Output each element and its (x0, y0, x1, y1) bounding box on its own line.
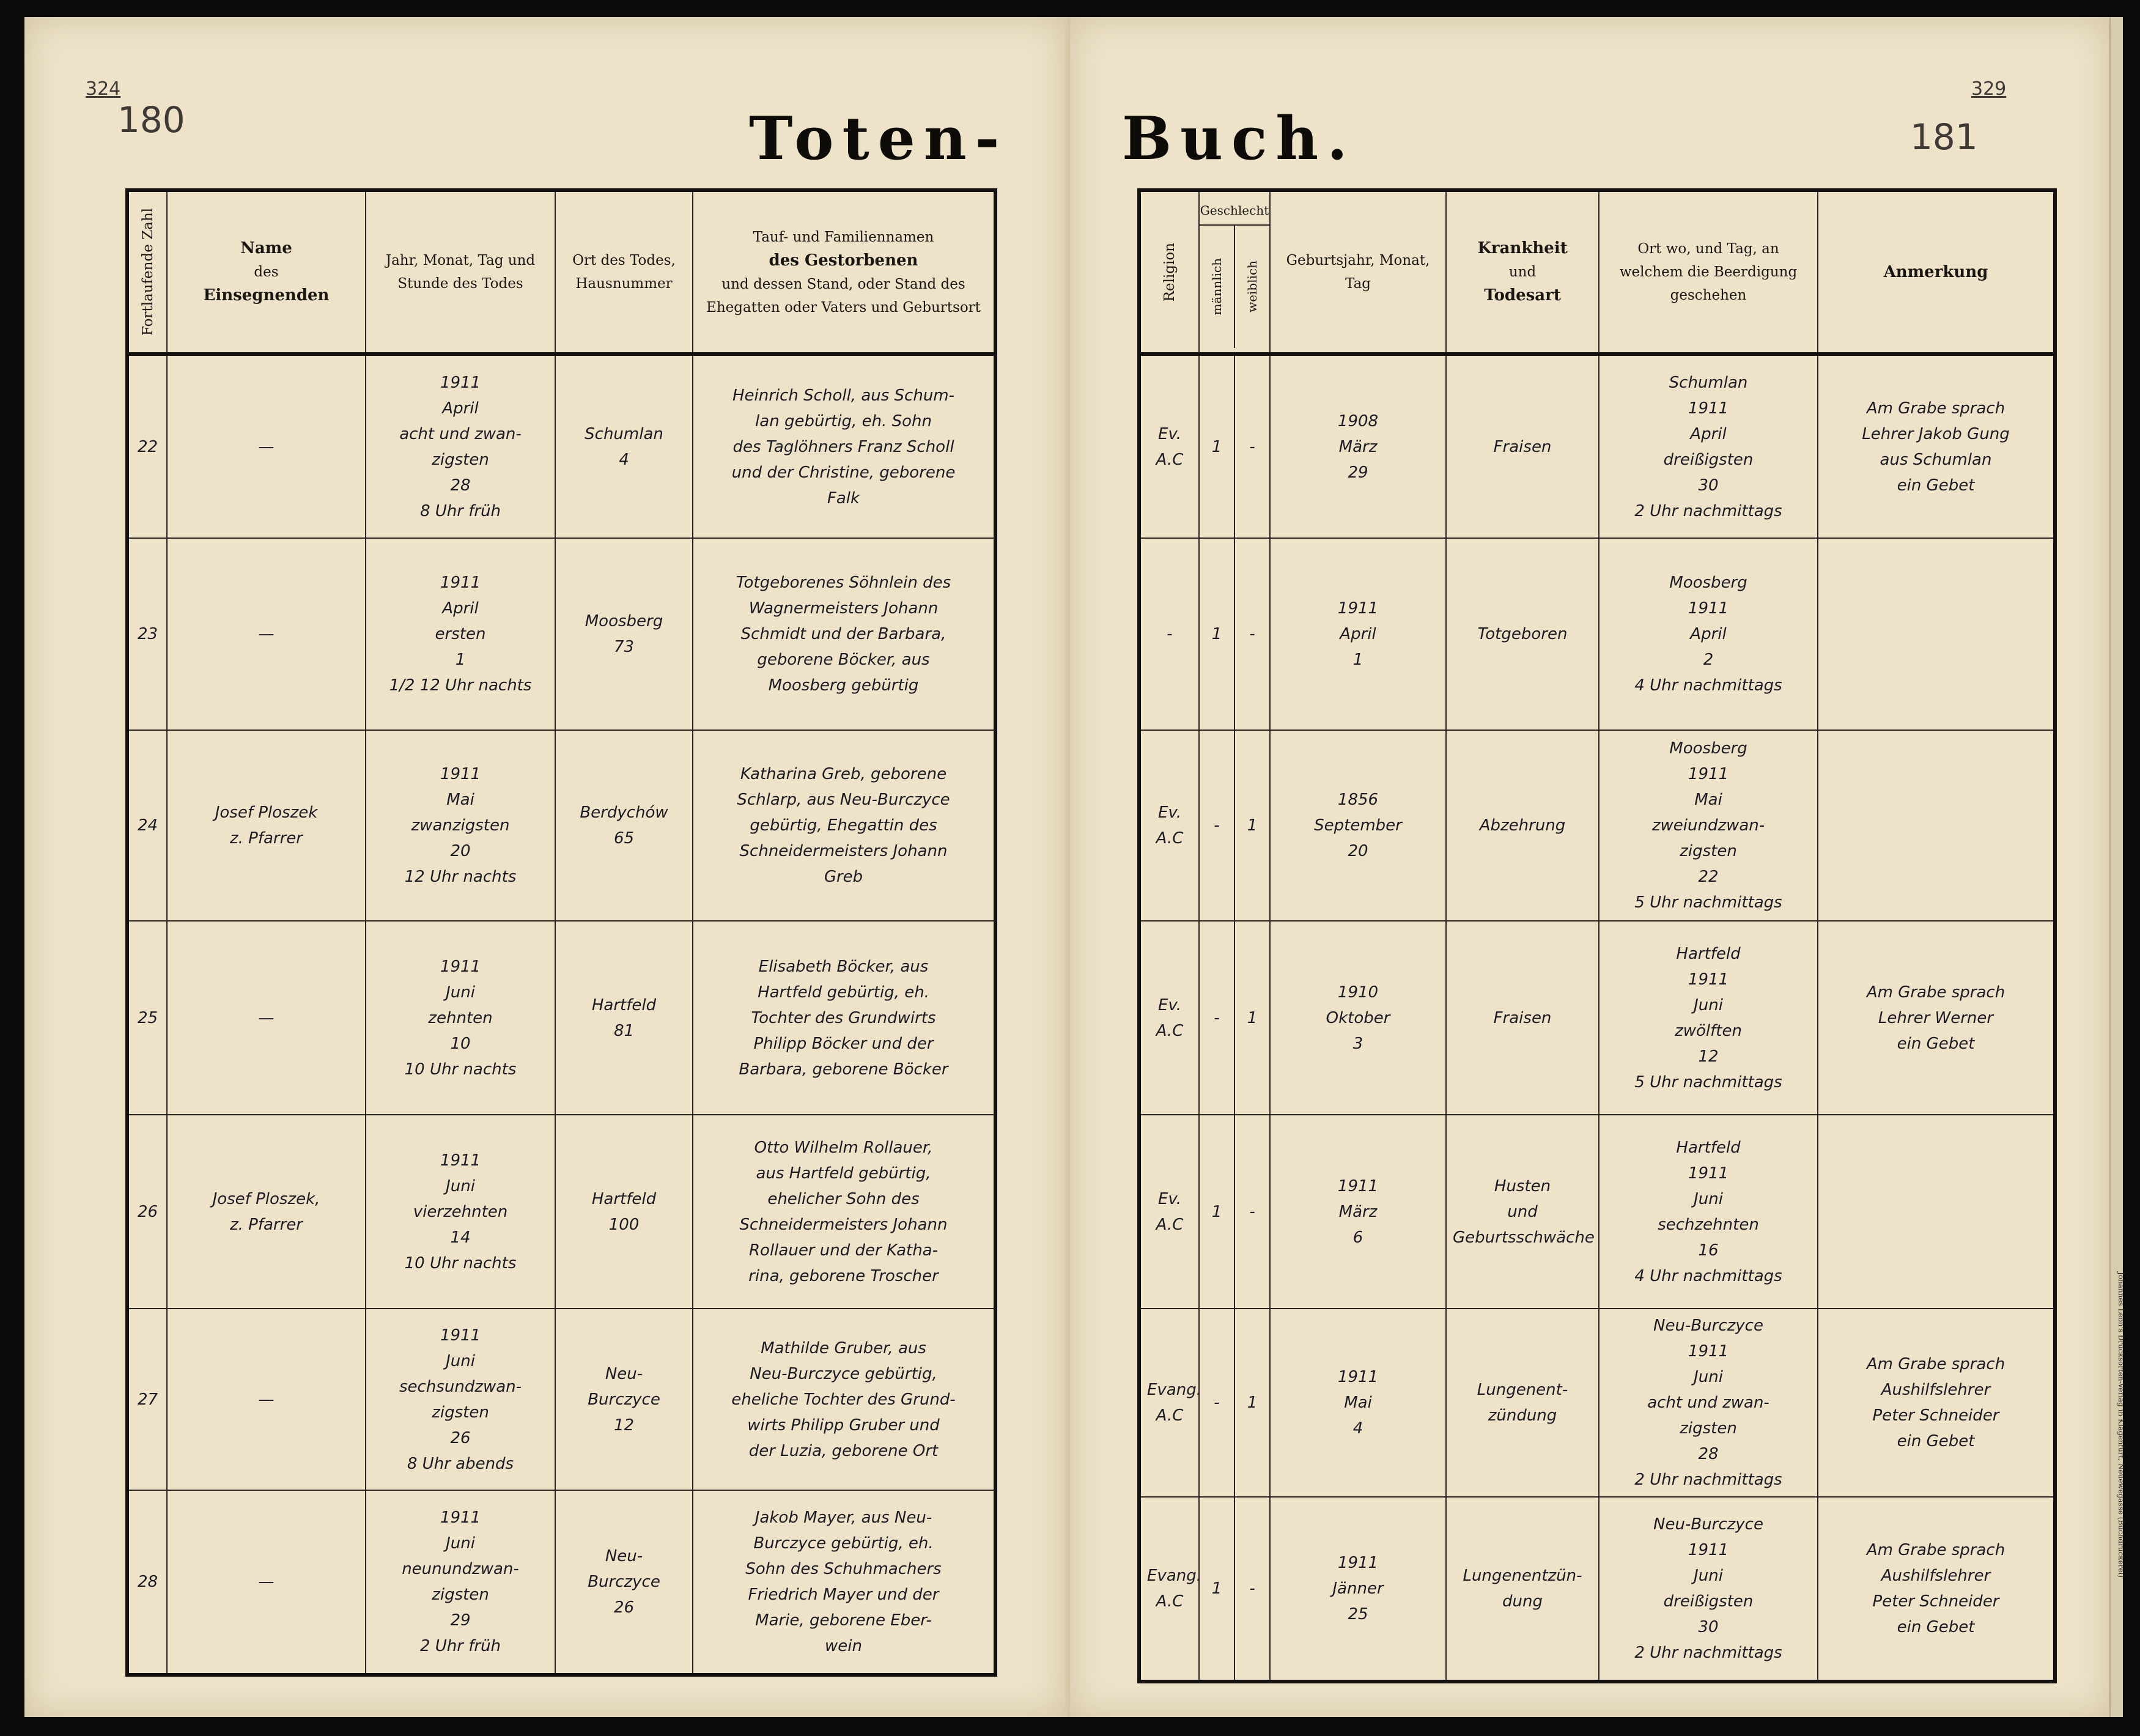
header-religion: Religion (1139, 190, 1199, 354)
entry-birth: 1910 Oktober 3 (1270, 921, 1446, 1115)
entry-number: 26 (127, 1115, 167, 1309)
page-title-right: Buch. (1122, 104, 1356, 173)
entry-deceased: Heinrich Scholl, aus Schum- lan gebürtig, eh. Sohn des Taglöhners Franz Scholl und der Christine, geborene Falk (693, 354, 995, 538)
header-illness: Krankheit und Todesart (1446, 190, 1599, 354)
entry-number: 23 (127, 538, 167, 730)
header-number: Fortlaufende Zahl (127, 190, 167, 354)
entry-number: 27 (127, 1309, 167, 1490)
entry-number: 25 (127, 921, 167, 1115)
header-sex: Geschlecht männlich weiblich (1199, 190, 1270, 354)
entry-female: - (1234, 354, 1270, 538)
entry-death-place: Moosberg 73 (555, 538, 693, 730)
entry-remark (1818, 538, 2055, 730)
entry-death-date: 1911 Juni sechsundzwan- zigsten 26 8 Uhr abends (366, 1309, 555, 1490)
entry-death-place: Neu- Burczyce 12 (555, 1309, 693, 1490)
entry-officiant: — (167, 921, 366, 1115)
entry-birth: 1911 März 6 (1270, 1115, 1446, 1309)
entry-birth: 1911 Mai 4 (1270, 1309, 1446, 1497)
entry-illness: Fraisen (1446, 921, 1599, 1115)
entry-religion: Evang. A.C (1139, 1497, 1199, 1682)
entry-burial: Schumlan 1911 April dreißigsten 30 2 Uhr nachmittags (1599, 354, 1818, 538)
entry-death-place: Schumlan 4 (555, 354, 693, 538)
entry-female: - (1234, 1497, 1270, 1682)
header-officiant: Name des Einsegnenden (167, 190, 366, 354)
entry-deceased: Katharina Greb, geborene Schlarp, aus Neu-Burczyce gebürtig, Ehegattin des Schneidermeisters Johann Greb (693, 730, 995, 921)
entry-male: 1 (1199, 354, 1234, 538)
entry-row-right (1139, 1115, 2055, 1309)
entry-deceased: Jakob Mayer, aus Neu- Burczyce gebürtig, eh. Sohn des Schuhmachers Friedrich Mayer und der Marie, geborene Eber- wein (693, 1490, 995, 1675)
death-register-left-table (125, 188, 997, 1677)
entry-illness: Lungenent- zündung (1446, 1309, 1599, 1497)
header-deceased: Tauf- und Familiennamen des Gestorbenen und dessen Stand, oder Stand des Ehegatten oder Vaters und Geburtsort (693, 190, 995, 354)
folio-right: 181 (1910, 116, 1978, 158)
entry-religion: Ev. A.C (1139, 730, 1199, 921)
header-death-date: Jahr, Monat, Tag und Stunde des Todes (366, 190, 555, 354)
entry-officiant: Josef Ploszek, z. Pfarrer (167, 1115, 366, 1309)
header-row-left (127, 190, 995, 354)
entry-religion: - (1139, 538, 1199, 730)
entry-death-place: Hartfeld 81 (555, 921, 693, 1115)
entry-birth: 1856 September 20 (1270, 730, 1446, 921)
entry-row-left (127, 1115, 995, 1309)
entry-illness: Husten und Geburtsschwäche (1446, 1115, 1599, 1309)
entry-row-left (127, 730, 995, 921)
entry-male: - (1199, 1309, 1234, 1497)
entry-row-right (1139, 1309, 2055, 1497)
header-birth: Geburtsjahr, Monat, Tag (1270, 190, 1446, 354)
entry-death-date: 1911 April acht und zwan- zigsten 28 8 Uhr früh (366, 354, 555, 538)
entry-death-date: 1911 Juni vierzehnten 14 10 Uhr nachts (366, 1115, 555, 1309)
entry-illness: Abzehrung (1446, 730, 1599, 921)
entry-death-place: Neu- Burczyce 26 (555, 1490, 693, 1675)
header-female: weiblich (1245, 260, 1260, 313)
entry-row-left (127, 921, 995, 1115)
folio-left-old: 324 (86, 78, 121, 100)
entry-burial: Neu-Burczyce 1911 Juni acht und zwan- zigsten 28 2 Uhr nachmittags (1599, 1309, 1818, 1497)
entry-illness: Fraisen (1446, 354, 1599, 538)
entry-birth: 1911 April 1 (1270, 538, 1446, 730)
entry-row-right (1139, 730, 2055, 921)
entry-religion: Ev. A.C (1139, 921, 1199, 1115)
entry-row-left (127, 1490, 995, 1675)
folio-left: 180 (117, 99, 185, 141)
entry-burial: Neu-Burczyce 1911 Juni dreißigsten 30 2 Uhr nachmittags (1599, 1497, 1818, 1682)
entry-remark: Am Grabe sprach Aushilfslehrer Peter Schneider ein Gebet (1818, 1309, 2055, 1497)
entry-female: - (1234, 1115, 1270, 1309)
entry-female: 1 (1234, 1309, 1270, 1497)
entry-number: 22 (127, 354, 167, 538)
entry-male: 1 (1199, 538, 1234, 730)
entry-remark (1818, 1115, 2055, 1309)
entry-deceased: Totgeborenes Söhnlein des Wagnermeisters Johann Schmidt und der Barbara, geborene Böcker, aus Moosberg gebürtig (693, 538, 995, 730)
header-row-right (1139, 190, 2055, 354)
entry-remark: Am Grabe sprach Lehrer Werner ein Gebet (1818, 921, 2055, 1115)
entry-row-right (1139, 1497, 2055, 1682)
entry-number: 28 (127, 1490, 167, 1675)
entry-female: 1 (1234, 730, 1270, 921)
entry-burial: Moosberg 1911 Mai zweiundzwan- zigsten 22 5 Uhr nachmittags (1599, 730, 1818, 921)
entry-male: 1 (1199, 1497, 1234, 1682)
entry-birth: 1911 Jänner 25 (1270, 1497, 1446, 1682)
entry-row-left (127, 538, 995, 730)
entry-burial: Hartfeld 1911 Juni zwölften 12 5 Uhr nachmittags (1599, 921, 1818, 1115)
header-death-place: Ort des Todes, Hausnummer (555, 190, 693, 354)
entry-row-right (1139, 354, 2055, 538)
entry-male: 1 (1199, 1115, 1234, 1309)
entry-religion: Ev. A.C (1139, 354, 1199, 538)
entry-officiant: — (167, 538, 366, 730)
entry-officiant: — (167, 1309, 366, 1490)
entry-officiant: Josef Ploszek z. Pfarrer (167, 730, 366, 921)
entry-illness: Totgeboren (1446, 538, 1599, 730)
entry-row-left (127, 1309, 995, 1490)
entry-death-place: Berdychów 65 (555, 730, 693, 921)
entry-religion: Evang. A.C (1139, 1309, 1199, 1497)
folio-right-old: 329 (1971, 78, 2007, 100)
entry-deceased: Otto Wilhelm Rollauer, aus Hartfeld gebürtig, ehelicher Sohn des Schneidermeisters Johann Rollauer und der Katha- rina, geborene Troscher (693, 1115, 995, 1309)
entry-deceased: Elisabeth Böcker, aus Hartfeld gebürtig, eh. Tochter des Grundwirts Philipp Böcker und der Barbara, geborene Böcker (693, 921, 995, 1115)
entry-death-date: 1911 Juni neunundzwan- zigsten 29 2 Uhr früh (366, 1490, 555, 1675)
entry-male: - (1199, 730, 1234, 921)
header-remark: Anmerkung (1818, 190, 2055, 354)
entry-birth: 1908 März 29 (1270, 354, 1446, 538)
entry-burial: Moosberg 1911 April 2 4 Uhr nachmittags (1599, 538, 1818, 730)
entry-death-date: 1911 April ersten 1 1/2 12 Uhr nachts (366, 538, 555, 730)
entry-death-place: Hartfeld 100 (555, 1115, 693, 1309)
entry-row-right (1139, 538, 2055, 730)
entry-remark: Am Grabe sprach Lehrer Jakob Gung aus Schumlan ein Gebet (1818, 354, 2055, 538)
printer-imprint: Johannes Leon's Drucksorten-Verlag in Klagenfurt, Neuewegasse (Buchdruckerei) (2117, 1272, 2125, 1578)
entry-row-right (1139, 921, 2055, 1115)
entry-officiant: — (167, 1490, 366, 1675)
entry-death-date: 1911 Mai zwanzigsten 20 12 Uhr nachts (366, 730, 555, 921)
death-register-right-table (1137, 188, 2057, 1683)
entry-burial: Hartfeld 1911 Juni sechzehnten 16 4 Uhr nachmittags (1599, 1115, 1818, 1309)
entry-remark (1818, 730, 2055, 921)
header-male: männlich (1209, 258, 1224, 316)
entry-number: 24 (127, 730, 167, 921)
entry-deceased: Mathilde Gruber, aus Neu-Burczyce gebürtig, eheliche Tochter des Grund- wirts Philipp Gruber und der Luzia, geborene Ort (693, 1309, 995, 1490)
entry-officiant: — (167, 354, 366, 538)
entry-illness: Lungenentzün- dung (1446, 1497, 1599, 1682)
entry-row-left (127, 354, 995, 538)
entry-female: 1 (1234, 921, 1270, 1115)
header-burial: Ort wo, und Tag, an welchem die Beerdigung geschehen (1599, 190, 1818, 354)
entry-death-date: 1911 Juni zehnten 10 10 Uhr nachts (366, 921, 555, 1115)
page-title-left: Toten- (749, 104, 1008, 173)
entry-male: - (1199, 921, 1234, 1115)
entry-female: - (1234, 538, 1270, 730)
entry-religion: Ev. A.C (1139, 1115, 1199, 1309)
entry-remark: Am Grabe sprach Aushilfslehrer Peter Schneider ein Gebet (1818, 1497, 2055, 1682)
